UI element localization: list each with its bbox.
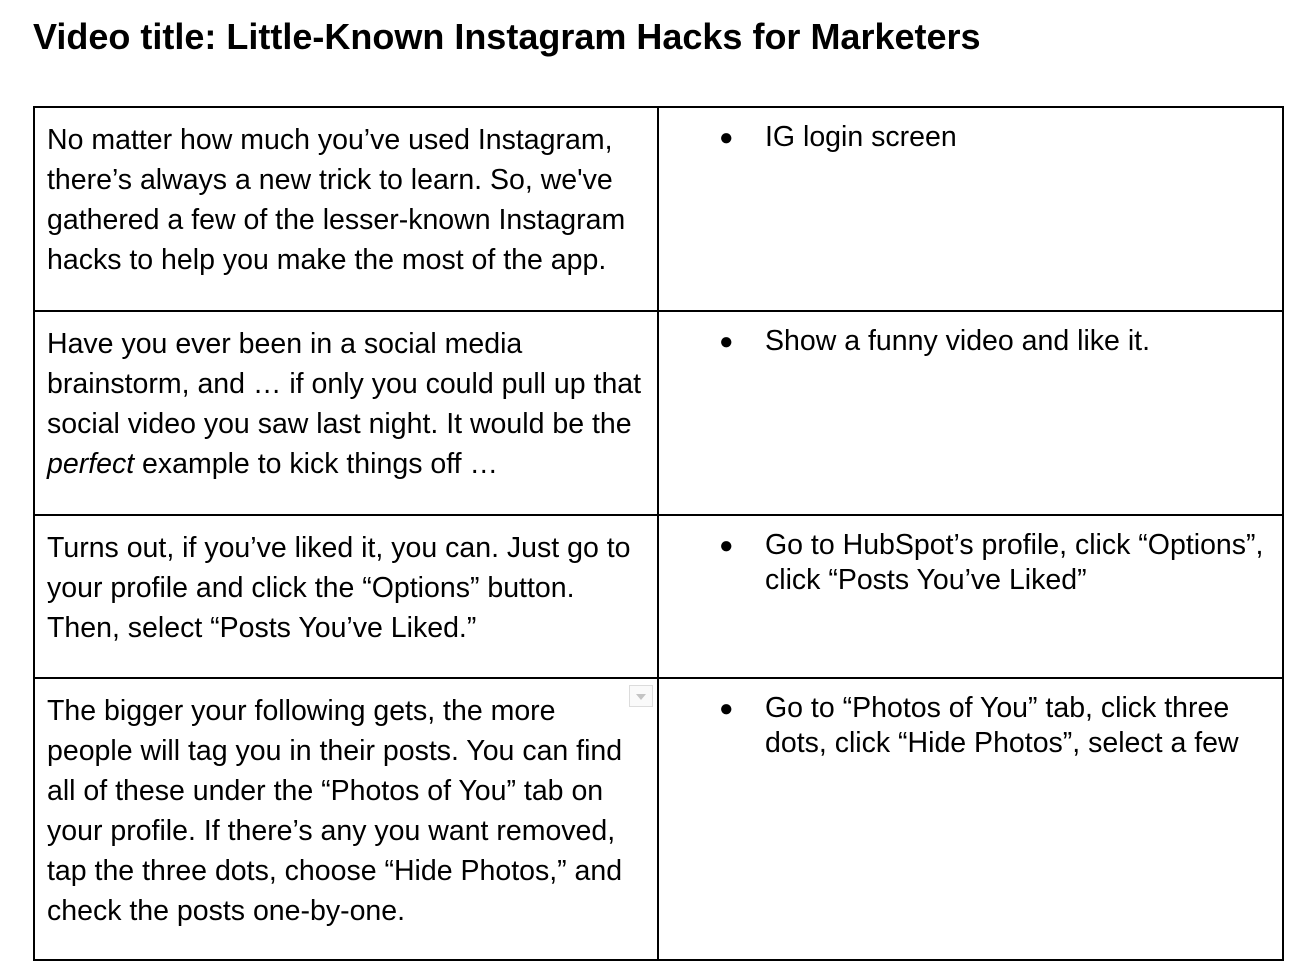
narration-cell[interactable]	[34, 311, 658, 515]
bullet-icon: ●	[719, 328, 734, 355]
visual-cell[interactable]	[658, 107, 1283, 311]
visual-note-text: Go to “Photos of You” tab, click three dots, click “Hide Photos”, select a few	[765, 692, 1239, 759]
script-table	[33, 106, 1284, 961]
table-row	[34, 678, 1283, 960]
bullet-icon: ●	[719, 124, 734, 151]
narration-emphasis: perfect	[47, 448, 135, 480]
bullet-item	[719, 691, 1268, 761]
narration-cell[interactable]	[34, 515, 658, 678]
narration-cell[interactable]	[34, 107, 658, 311]
table-row	[34, 107, 1283, 311]
cell-dropdown-icon[interactable]	[629, 685, 653, 707]
visual-cell[interactable]	[658, 515, 1283, 678]
bullet-item	[719, 120, 1268, 155]
visual-note-text: Go to HubSpot’s profile, click “Options”, click “Posts You’ve Liked”	[765, 529, 1264, 596]
bullet-icon: ●	[719, 695, 734, 722]
visual-note-text: IG login screen	[765, 121, 957, 153]
table-row	[34, 515, 1283, 678]
bullet-item	[719, 528, 1268, 598]
visual-note-text: Show a funny video and like it.	[765, 325, 1150, 357]
bullet-icon: ●	[719, 532, 734, 559]
bullet-item	[719, 324, 1268, 359]
narration-text: Turns out, if you’ve liked it, you can. Just go to your profile and click the “Options” button. Then, select “Posts You’ve Liked.”	[47, 532, 631, 644]
narration-text: The bigger your following gets, the more people will tag you in their posts. You can find all of these under the “Photos of You” tab on your profile. If there’s any you want removed, tap the three dots, choose “Hide Photos,” and check the posts one-by-one.	[47, 695, 623, 927]
visual-cell[interactable]	[658, 311, 1283, 515]
narration-cell[interactable]	[34, 678, 658, 960]
narration-text: No matter how much you’ve used Instagram, there’s always a new trick to learn. So, we've gathered a few of the lesser-known Instagram hacks to help you make the most of the app.	[47, 124, 626, 276]
document-title: Video title: Little-Known Instagram Hacks for Marketers	[33, 16, 981, 57]
narration-text: example to kick things off …	[134, 448, 498, 480]
visual-cell[interactable]	[658, 678, 1283, 960]
table-row	[34, 311, 1283, 515]
narration-text: Have you ever been in a social media brainstorm, and … if only you could pull up that social video you saw last night. It would be the	[47, 328, 642, 440]
